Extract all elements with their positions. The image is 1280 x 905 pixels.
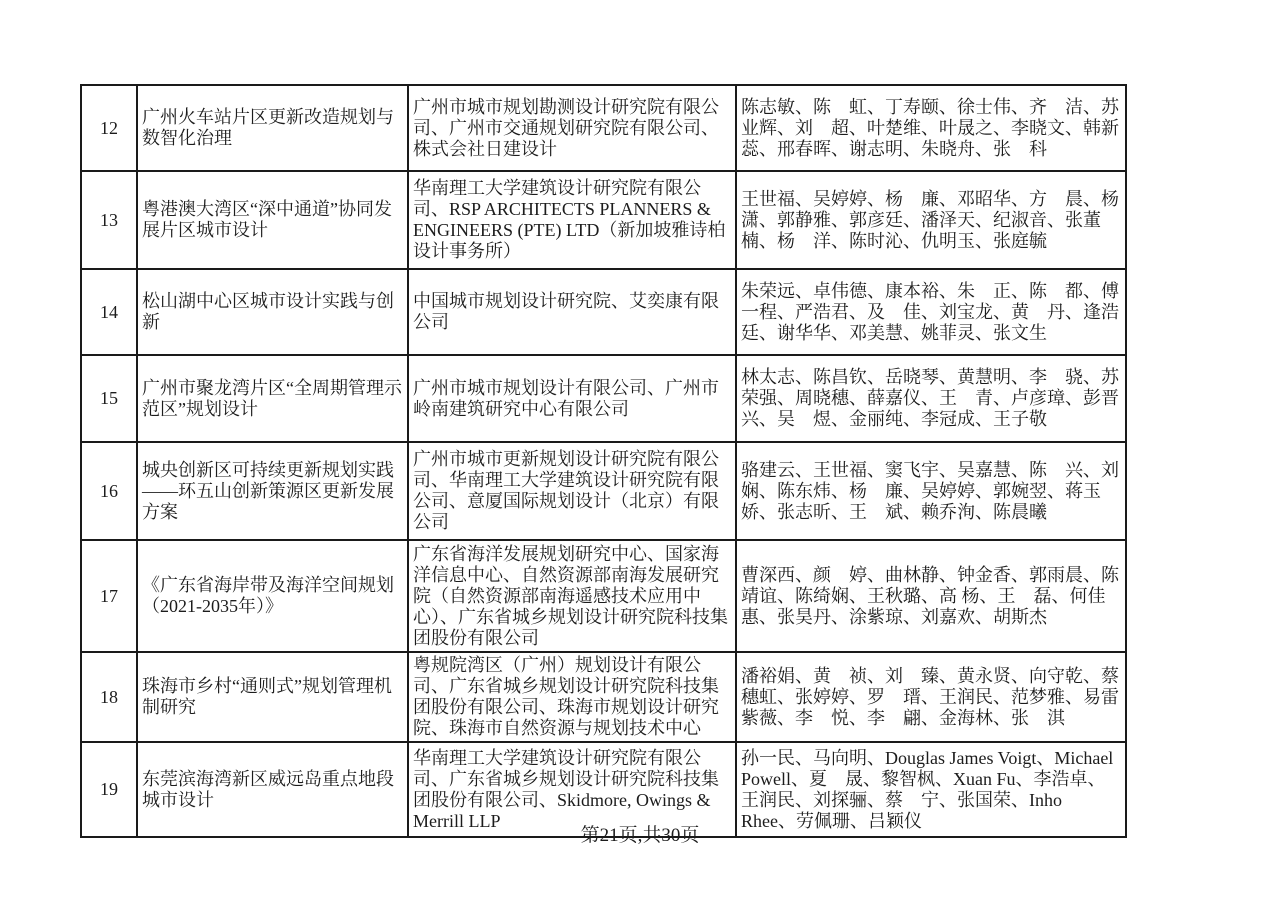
members-cell: 陈志敏、陈 虹、丁寿颐、徐士伟、齐 洁、苏业辉、刘 超、叶楚维、叶晟之、李晓文、韩新蕊、邢春晖、谢志明、朱晓舟、张 科 bbox=[736, 85, 1126, 171]
table-row bbox=[81, 540, 1126, 652]
members-cell: 曹深西、颜 婷、曲林静、钟金香、郭雨晨、陈靖谊、陈绮娴、王秋璐、高 杨、王 磊、何佳惠、张昊丹、涂紫琼、刘嘉欢、胡斯杰 bbox=[736, 540, 1126, 652]
organizations-cell: 中国城市规划设计研究院、艾奕康有限公司 bbox=[408, 269, 736, 355]
row-number: 15 bbox=[81, 355, 137, 442]
members-cell: 王世福、吴婷婷、杨 廉、邓昭华、方 晨、杨潇、郭静雅、郭彦廷、潘泽天、纪淑音、张董楠、杨 洋、陈时沁、仇明玉、张庭毓 bbox=[736, 171, 1126, 269]
row-number: 18 bbox=[81, 652, 137, 742]
organizations-cell: 广州市城市更新规划设计研究院有限公司、华南理工大学建筑设计研究院有限公司、意厦国际规划设计（北京）有限公司 bbox=[408, 442, 736, 540]
members-cell: 骆建云、王世福、窦飞宇、吴嘉慧、陈 兴、刘娴、陈东炜、杨 廉、吴婷婷、郭婉翌、蒋玉娇、张志昕、王 斌、赖乔洵、陈晨曦 bbox=[736, 442, 1126, 540]
project-title: 粤港澳大湾区“深中通道”协同发展片区城市设计 bbox=[137, 171, 408, 269]
project-title: 广州火车站片区更新改造规划与数智化治理 bbox=[137, 85, 408, 171]
organizations-cell: 粤规院湾区（广州）规划设计有限公司、广东省城乡规划设计研究院科技集团股份有限公司、珠海市规划设计研究院、珠海市自然资源与规划技术中心 bbox=[408, 652, 736, 742]
document-page bbox=[80, 84, 1127, 838]
organizations-cell: 华南理工大学建筑设计研究院有限公司、广东省城乡规划设计研究院科技集团股份有限公司、Skidmore, Owings & Merrill LLP bbox=[408, 742, 736, 837]
organizations-cell: 华南理工大学建筑设计研究院有限公司、RSP ARCHITECTS PLANNERS & ENGINEERS (PTE) LTD（新加坡雅诗柏设计事务所） bbox=[408, 171, 736, 269]
table-row bbox=[81, 652, 1126, 742]
organizations-cell: 广州市城市规划勘测设计研究院有限公司、广州市交通规划研究院有限公司、株式会社日建设计 bbox=[408, 85, 736, 171]
members-cell: 林太志、陈昌钦、岳晓琴、黄慧明、李 骁、苏荣强、周晓穗、薛嘉仪、王 青、卢彦璋、彭晋兴、吴 煜、金丽纯、李冠成、王子敬 bbox=[736, 355, 1126, 442]
project-title: 东莞滨海湾新区威远岛重点地段城市设计 bbox=[137, 742, 408, 837]
project-title: 《广东省海岸带及海洋空间规划（2021-2035年）》 bbox=[137, 540, 408, 652]
members-cell: 朱荣远、卓伟德、康本裕、朱 正、陈 都、傅一程、严浩君、及 佳、刘宝龙、黄 丹、逢浩廷、谢华华、邓美慧、姚菲灵、张文生 bbox=[736, 269, 1126, 355]
projects-table bbox=[80, 84, 1127, 838]
row-number: 14 bbox=[81, 269, 137, 355]
row-number: 12 bbox=[81, 85, 137, 171]
table-row bbox=[81, 442, 1126, 540]
page-number-footer: 第21页,共30页 bbox=[580, 825, 700, 846]
members-cell: 潘裕娟、黄 祯、刘 臻、黄永贤、向守乾、蔡穗虹、张婷婷、罗 瑨、王润民、范梦雅、易雷紫薇、李 悦、李 翩、金海林、张 淇 bbox=[736, 652, 1126, 742]
organizations-cell: 广州市城市规划设计有限公司、广州市岭南建筑研究中心有限公司 bbox=[408, 355, 736, 442]
table-row bbox=[81, 269, 1126, 355]
members-cell: 孙一民、马向明、Douglas James Voigt、Michael Powell、夏 晟、黎智枫、Xuan Fu、李浩卓、王润民、刘探骊、蔡 宁、张国荣、Inho Rhee、劳佩珊、吕颖仪 bbox=[736, 742, 1126, 837]
project-title: 广州市聚龙湾片区“全周期管理示范区”规划设计 bbox=[137, 355, 408, 442]
project-title: 珠海市乡村“通则式”规划管理机制研究 bbox=[137, 652, 408, 742]
table-row bbox=[81, 355, 1126, 442]
organizations-cell: 广东省海洋发展规划研究中心、国家海洋信息中心、自然资源部南海发展研究院（自然资源部南海遥感技术应用中心）、广东省城乡规划设计研究院科技集团股份有限公司 bbox=[408, 540, 736, 652]
row-number: 16 bbox=[81, 442, 137, 540]
project-title: 松山湖中心区城市设计实践与创新 bbox=[137, 269, 408, 355]
row-number: 17 bbox=[81, 540, 137, 652]
row-number: 19 bbox=[81, 742, 137, 837]
project-title: 城央创新区可持续更新规划实践——环五山创新策源区更新发展方案 bbox=[137, 442, 408, 540]
row-number: 13 bbox=[81, 171, 137, 269]
table-row bbox=[81, 171, 1126, 269]
table-row bbox=[81, 85, 1126, 171]
